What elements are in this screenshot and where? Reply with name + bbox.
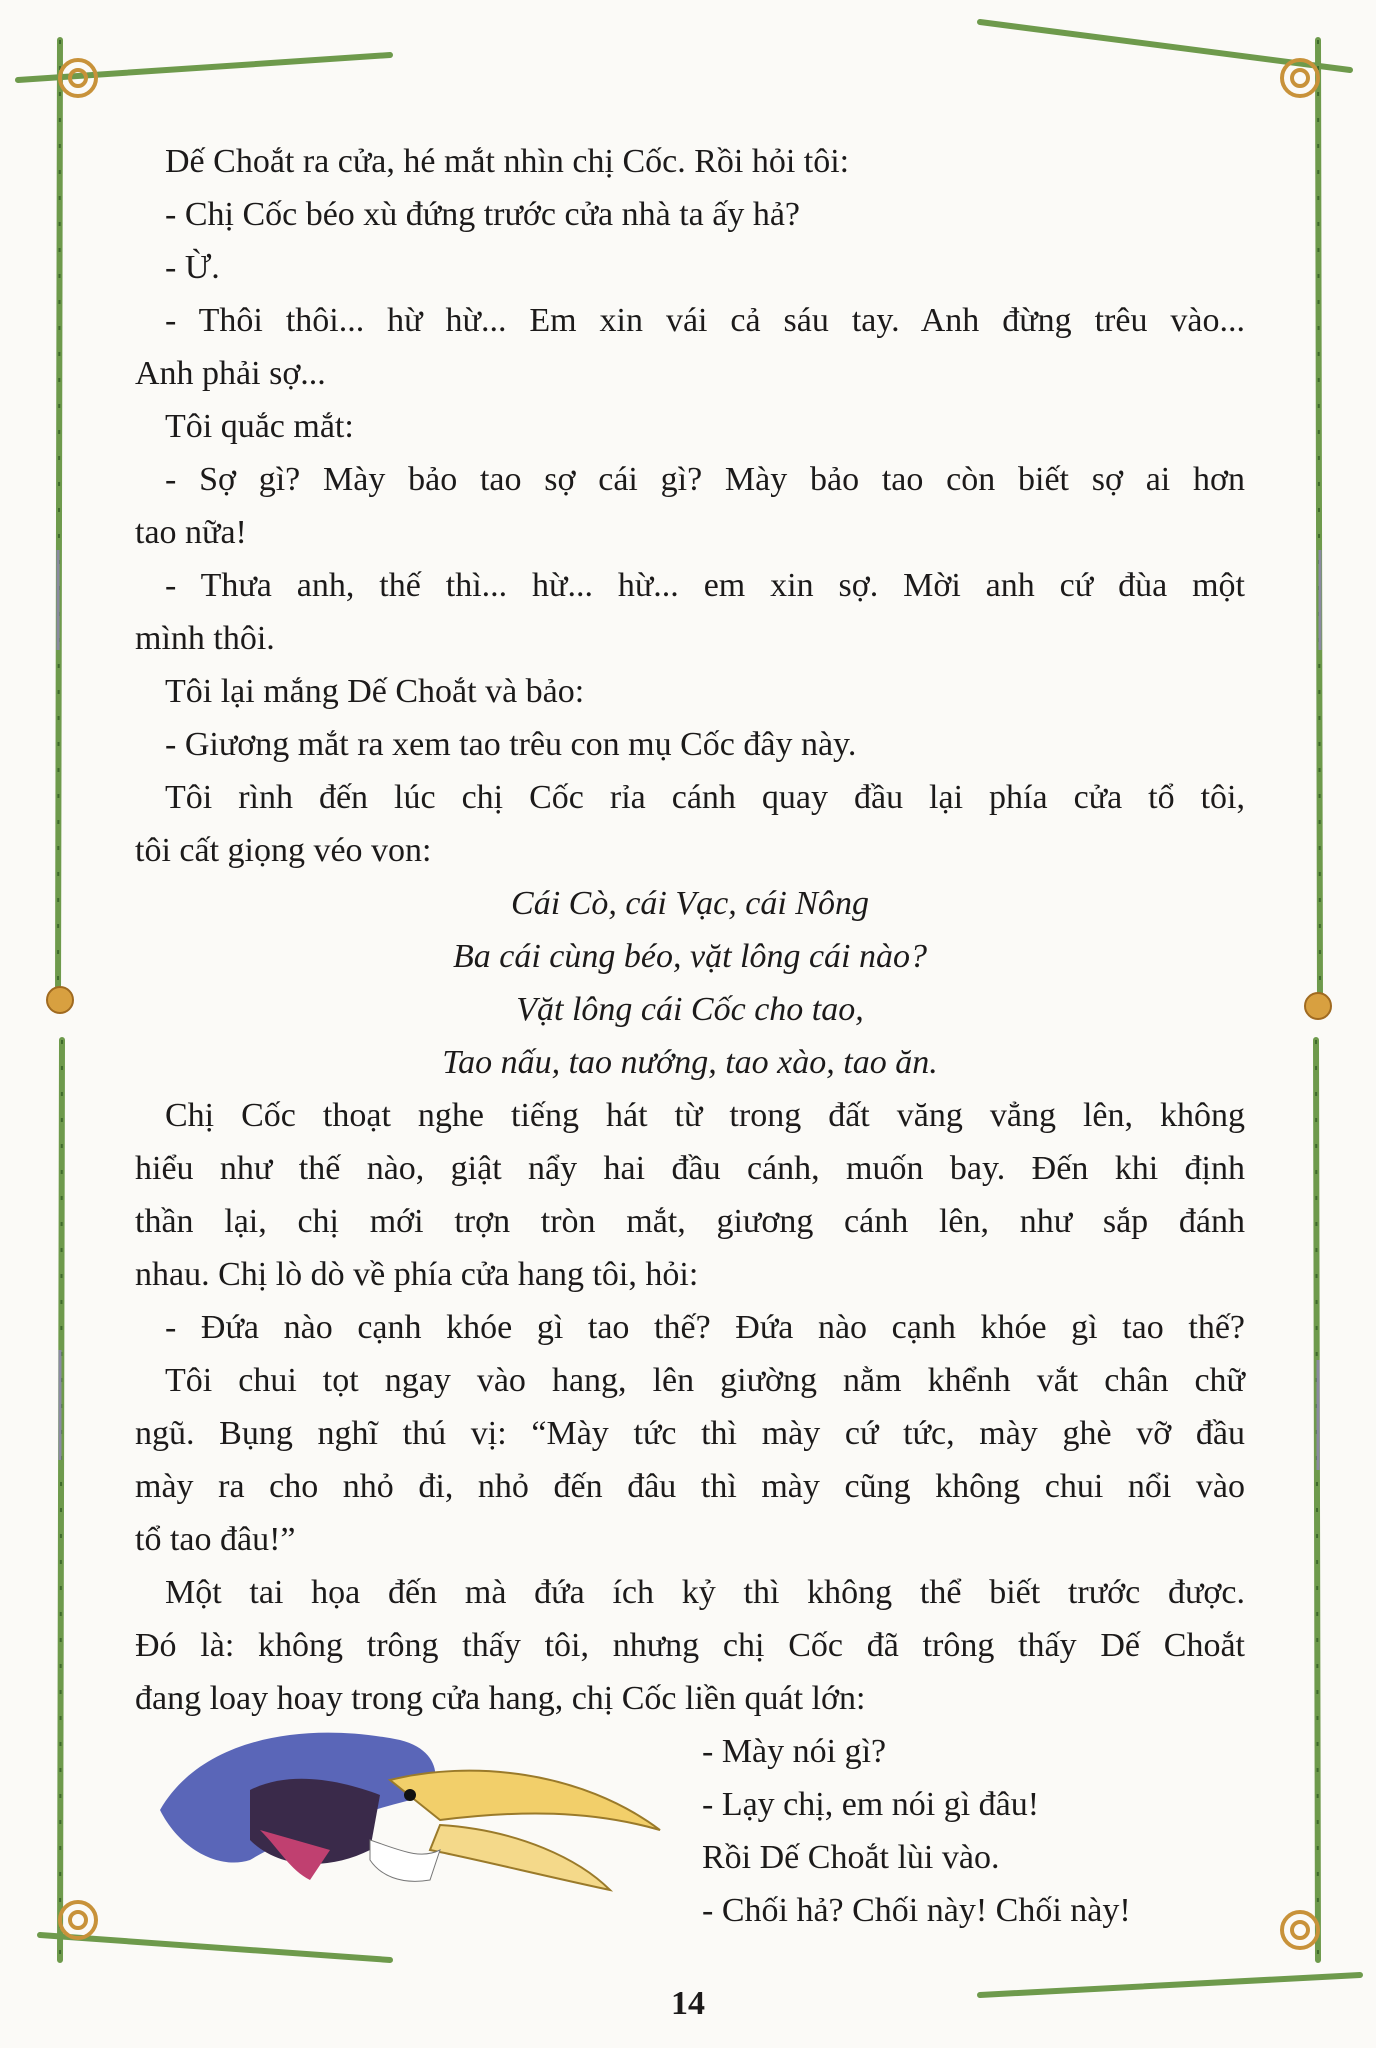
text-line: Chị Cốc thoạt nghe tiếng hát từ trong đất văng vẳng lên, không xyxy=(165,1097,1245,1134)
poem-line: Cái Cò, cái Vạc, cái Nông xyxy=(511,885,869,922)
text-line: Anh phải sợ... xyxy=(135,355,326,392)
text-line: - Thôi thôi... hừ hừ... Em xin vái cả sáu tay. Anh đừng trêu vào... xyxy=(165,302,1245,339)
text-line: ngũ. Bụng nghĩ thú vị: “Mày tức thì mày cứ tức, mày ghè vỡ đầu xyxy=(135,1415,1245,1452)
text-line: Tôi lại mắng Dế Choắt và bảo: xyxy=(165,673,585,710)
text-line: - Ừ. xyxy=(165,249,220,286)
page-number: 14 xyxy=(671,1985,705,2022)
text-line: nhau. Chị lò dò về phía cửa hang tôi, hỏi: xyxy=(135,1256,699,1293)
poem-line: Vặt lông cái Cốc cho tao, xyxy=(516,991,864,1028)
text-line: mày ra cho nhỏ đi, nhỏ đến đâu thì mày cũng không chui nổi vào xyxy=(135,1468,1245,1505)
text-line: - Thưa anh, thế thì... hừ... hừ... em xin sợ. Mời anh cứ đùa một xyxy=(165,567,1245,604)
text-line: đang loay hoay trong cửa hang, chị Cốc liền quát lớn: xyxy=(135,1680,866,1717)
text-line: Đó là: không trông thấy tôi, nhưng chị Cốc đã trông thấy Dế Choắt xyxy=(135,1627,1245,1664)
text-line: - Giương mắt ra xem tao trêu con mụ Cốc đây này. xyxy=(165,726,857,763)
text-line: thần lại, chị mới trợn tròn mắt, giương cánh lên, như sắp đánh xyxy=(135,1203,1245,1240)
text-line: mình thôi. xyxy=(135,620,275,657)
text-line: - Chị Cốc béo xù đứng trước cửa nhà ta ấy hả? xyxy=(165,196,801,233)
text-line: - Lạy chị, em nói gì đâu! xyxy=(702,1786,1040,1823)
text-line: tao nữa! xyxy=(135,514,247,551)
text-line: Một tai họa đến mà đứa ích kỷ thì không thể biết trước được. xyxy=(165,1574,1245,1611)
text-line: - Đứa nào cạnh khóe gì tao thế? Đứa nào cạnh khóe gì tao thế? xyxy=(165,1309,1245,1346)
text-line: Tôi chui tọt ngay vào hang, lên giường nằm khểnh vắt chân chữ xyxy=(165,1362,1245,1399)
text-line: Tôi quắc mắt: xyxy=(165,408,354,445)
text-line: tổ tao đâu!” xyxy=(135,1521,296,1558)
text-line: hiểu như thế nào, giật nẩy hai đầu cánh, muốn bay. Đến khi định xyxy=(135,1150,1245,1187)
text-line: - Sợ gì? Mày bảo tao sợ cái gì? Mày bảo tao còn biết sợ ai hơn xyxy=(165,461,1245,498)
text-line: - Chối hả? Chối này! Chối này! xyxy=(702,1892,1131,1929)
text-line: Rồi Dế Choắt lùi vào. xyxy=(702,1839,1000,1876)
text-line: - Mày nói gì? xyxy=(702,1733,887,1770)
poem-line: Tao nấu, tao nướng, tao xào, tao ăn. xyxy=(442,1044,938,1081)
text-line: Tôi rình đến lúc chị Cốc rỉa cánh quay đầu lại phía cửa tổ tôi, xyxy=(165,779,1245,816)
text-line: tôi cất giọng véo von: xyxy=(135,832,432,869)
poem-line: Ba cái cùng béo, vặt lông cái nào? xyxy=(452,938,927,975)
text-line: Dế Choắt ra cửa, hé mắt nhìn chị Cốc. Rồi hỏi tôi: xyxy=(165,143,850,180)
